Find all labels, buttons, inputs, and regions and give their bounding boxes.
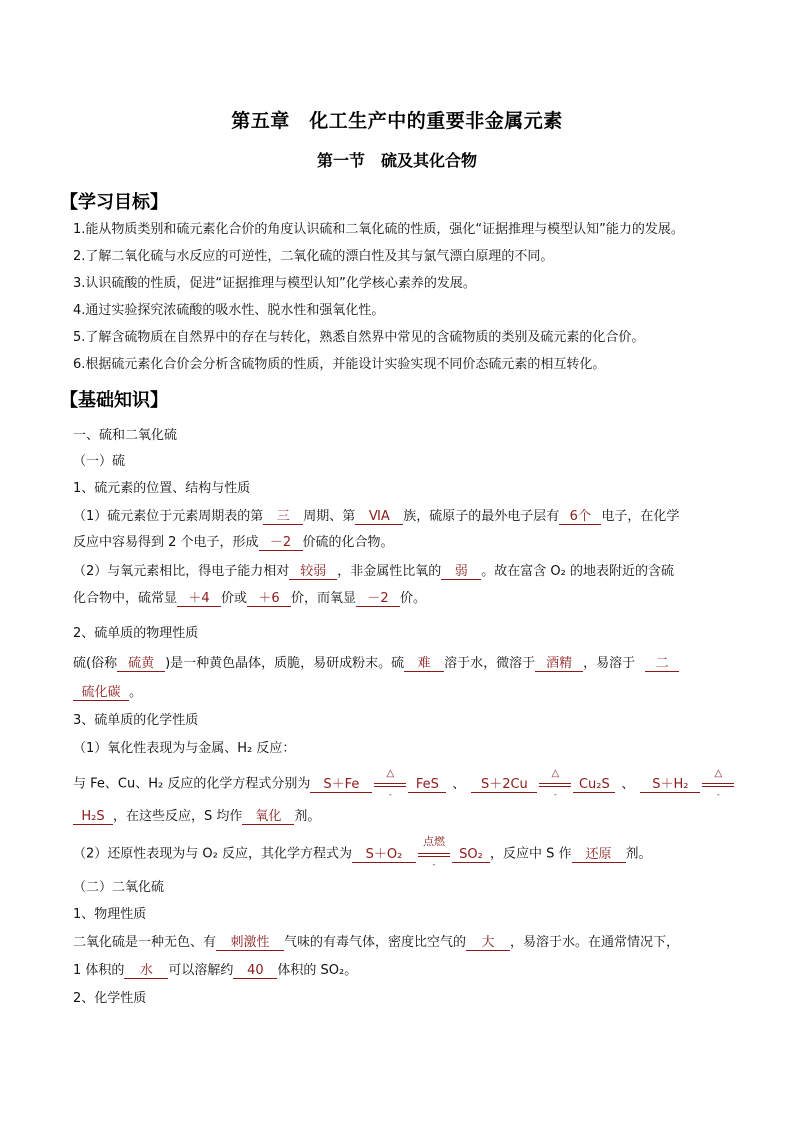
goal-item: 4.通过实验探究浓硫酸的吸水性、脱水性和强氧化性。	[73, 303, 385, 318]
paragraph-line: H₂S ，在这些反应，S 均作 氧化 剂。	[73, 809, 753, 825]
answer-blank: 水	[124, 964, 168, 979]
answer-blank: 较弱	[289, 565, 337, 580]
topic-heading: 1、硫元素的位置、结构与性质	[73, 481, 251, 496]
goal-item: 3.认识硫酸的性质，促进“证据推理与模型认知”化学核心素养的发展。	[73, 276, 476, 291]
answer-blank: 难	[404, 657, 444, 672]
answer-blank: 6个	[559, 510, 601, 525]
answer-blank: 还原	[572, 848, 626, 863]
equation-reactants: S＋H₂	[640, 778, 700, 793]
reaction-condition-arrow: △ -	[700, 776, 736, 792]
topic-heading: 2、硫单质的物理性质	[73, 626, 199, 641]
goal-item: 6.根据硫元素化合价会分析含硫物质的性质，并能设计实验实现不同价态硫元素的相互转化。	[73, 357, 606, 372]
answer-blank: 硫化碳	[73, 686, 129, 701]
paragraph-line: （2）与氧元素相比，得电子能力相对 较弱 ，非金属性比氧的 弱 。故在富含 O₂ 的地表附近的含硫	[73, 564, 675, 579]
answer-blank: 硫黄	[117, 657, 165, 672]
goal-item: 5.了解含硫物质在自然界中的存在与转化，熟悉自然界中常见的含硫物质的类别及硫元素的化合价。	[73, 330, 645, 345]
answer-blank: 40	[233, 964, 277, 979]
paragraph-line: 二氧化硫是一种无色、有 刺激性 气味的有毒气体，密度比空气的 大 ，易溶于水。在通常情况下，	[73, 935, 680, 950]
topic-heading: 3、硫单质的化学性质	[73, 713, 199, 728]
answer-blank: ＋4	[177, 592, 221, 607]
topic-heading: 2、化学性质	[73, 991, 147, 1006]
answer-blank: 大	[466, 936, 510, 951]
paragraph-line: （1）硫元素位于元素周期表的第 三 周期、第 ⅥA 族，硫原子的最外电子层有 6个 电子，在化学	[73, 509, 680, 524]
answer-blank: 酒精	[535, 657, 583, 672]
reaction-condition-arrow: △ -	[537, 776, 573, 792]
answer-blank: 刺激性	[216, 936, 284, 951]
paragraph-line: 硫(俗称 硫黄 )是一种黄色晶体，质脆，易研成粉末。硫 难 溶于水，微溶于 酒精 ，易溶于 二	[73, 656, 753, 672]
answer-blank: 氧化	[242, 810, 294, 825]
paragraph-line: 反应中容易得到 2 个电子，形成 －2 价硫的化合物。	[73, 535, 394, 550]
answer-blank: ⅥA	[355, 510, 403, 525]
section-title: 第一节 硫及其化合物	[316, 151, 477, 170]
goal-item: 2.了解二氧化硫与水反应的可逆性，二氧化硫的漂白性及其与氯气漂白原理的不同。	[73, 249, 554, 264]
reaction-condition-arrow: 点燃 -	[416, 846, 452, 862]
equation-reactants: S＋O₂	[352, 848, 416, 863]
paragraph-line: 化合物中，硫常显 ＋4 价或 ＋6 价，而氧显 －2 价。	[73, 591, 427, 606]
equation-product: SO₂	[452, 848, 490, 863]
answer-blank: 三	[263, 510, 303, 525]
goal-item: 1.能从物质类别和硫元素化合价的角度认识硫和二氧化硫的性质，强化“证据推理与模型认知”能力的发展。	[73, 222, 684, 237]
basic-knowledge-heading: 【基础知识】	[60, 390, 168, 411]
equation-reactants: S＋Fe	[310, 778, 372, 793]
equation-line: （2）还原性表现为与 O₂ 反应，其化学方程式为 S＋O₂ 点燃 - SO₂ ，反应中 S 作 还原 剂。	[73, 835, 652, 869]
subsection-heading: （一）硫	[73, 454, 126, 469]
equation-product: FeS	[408, 778, 446, 793]
section-heading: 一、硫和二氧化硫	[73, 428, 178, 443]
subsection-heading: （二）二氧化硫	[73, 880, 165, 895]
paragraph-line: 硫化碳 。	[73, 685, 753, 701]
equation-reactants: S＋2Cu	[471, 778, 537, 793]
answer-blank: －2	[259, 536, 303, 551]
answer-blank: 弱	[441, 565, 481, 580]
topic-heading: 1、物理性质	[73, 907, 147, 922]
paragraph-line: 1 体积的 水 可以溶解约 40 体积的 SO₂。	[73, 963, 358, 978]
equation-product: Cu₂S	[573, 778, 615, 793]
reaction-condition-arrow: △ -	[372, 776, 408, 792]
equation-line: 与 Fe、Cu、H₂ 反应的化学方程式分别为 S＋Fe △ - FeS 、 S＋2Cu △ - Cu₂S 、 S＋H₂ △ -	[73, 776, 753, 793]
chapter-title: 第五章 化工生产中的重要非金属元素	[231, 110, 563, 132]
answer-blank: ＋6	[247, 592, 291, 607]
answer-blank: －2	[356, 592, 400, 607]
equation-product: H₂S	[73, 810, 113, 825]
learning-goals-heading: 【学习目标】	[60, 192, 168, 213]
answer-blank: 二	[645, 657, 679, 672]
paragraph-line: （1）氧化性表现为与金属、H₂ 反应：	[73, 741, 296, 756]
